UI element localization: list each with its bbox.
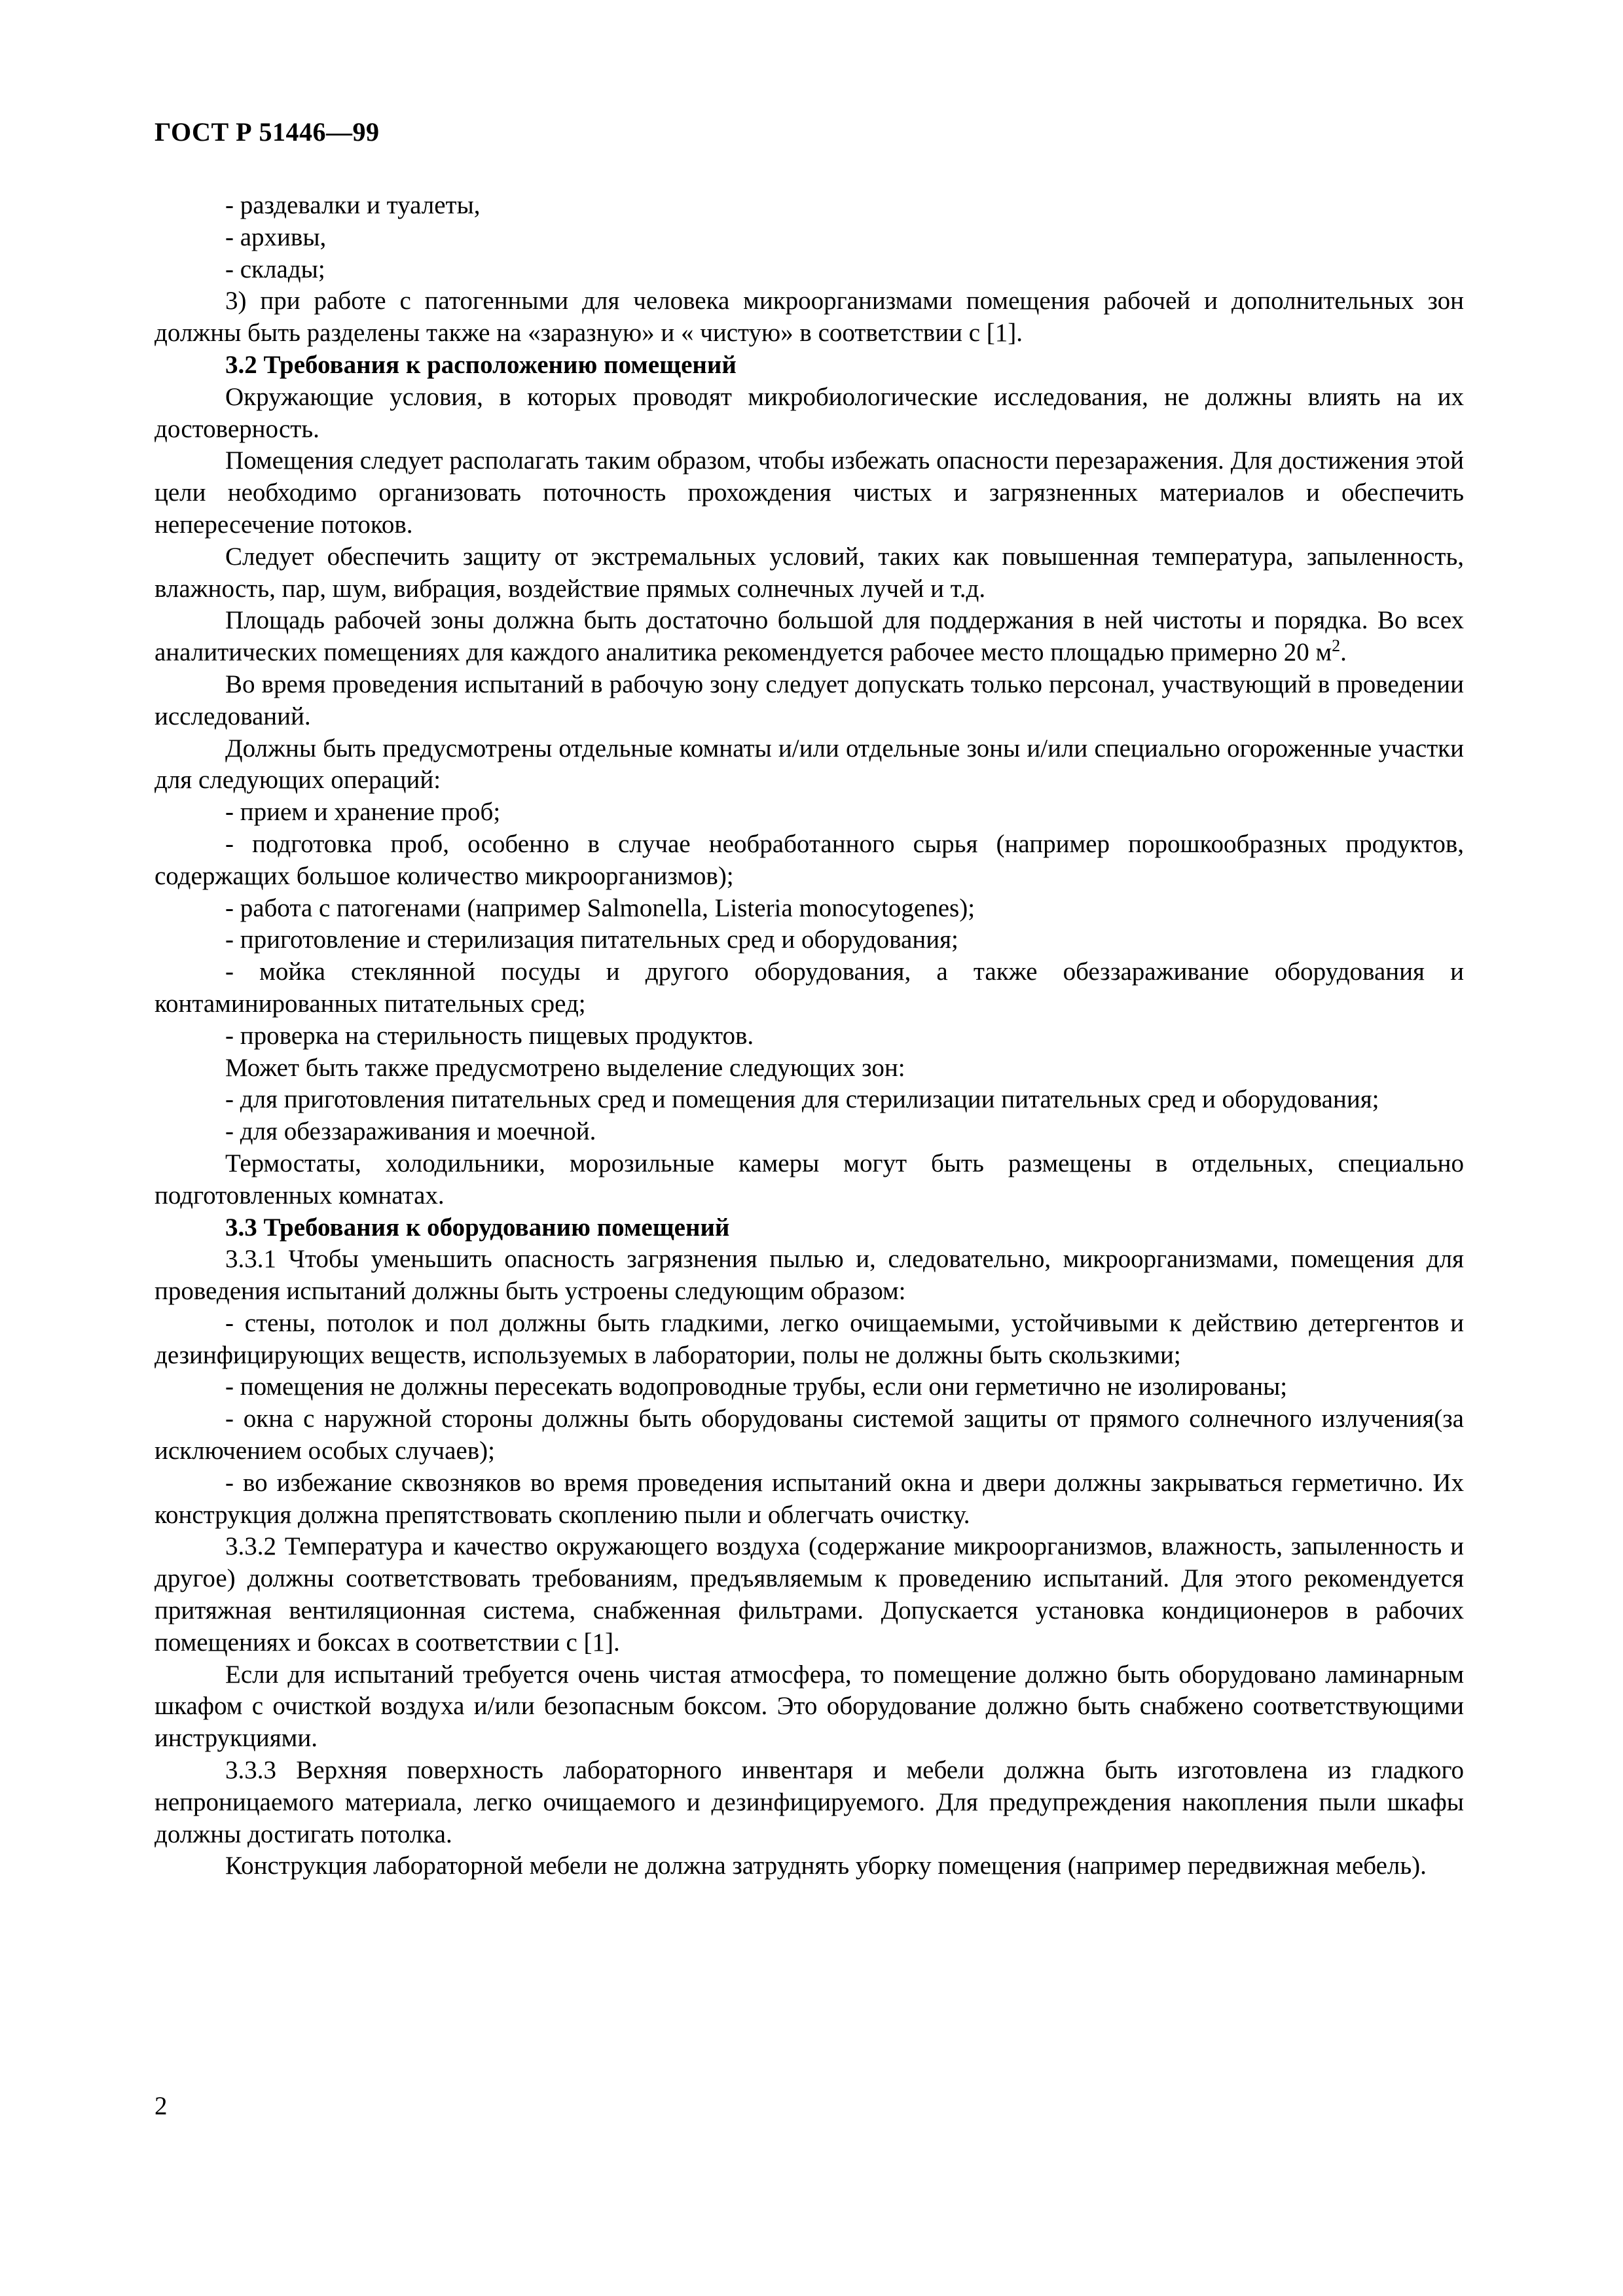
- paragraph-text: - для обеззараживания и моечной.: [225, 1117, 596, 1146]
- superscript: 2: [1332, 636, 1341, 656]
- paragraph-text: Площадь рабочей зоны должна быть достаточно большой для поддержания в ней чистоты и порядка. Во всех аналитических помещениях для каждого аналитика рекомендуется рабочее место площадью примерно 20 м: [155, 606, 1464, 667]
- paragraph-text: - во избежание сквозняков во время проведения испытаний окна и двери должны закрываться герметично. Их конструкция должна препятствовать скоплению пыли и облегчать очистку.: [155, 1468, 1464, 1529]
- paragraph-text: 3.3 Требования к оборудованию помещений: [225, 1213, 730, 1242]
- paragraph: [155, 669, 1464, 733]
- list-item: [155, 829, 1464, 893]
- paragraph-text: 3.2 Требования к расположению помещений: [225, 350, 737, 379]
- document-header: ГОСТ Р 51446—99: [155, 117, 380, 147]
- paragraph-text: Термостаты, холодильники, морозильные камеры могут быть размещены в отдельных, специально подготовленных комнатах.: [155, 1149, 1464, 1210]
- list-item: [155, 222, 1464, 254]
- paragraph-text: - работа с патогенами (например Salmonella, Listeria monocytogenes);: [225, 893, 976, 922]
- paragraph-text: Окружающие условия, в которых проводят микробиологические исследования, не должны влиять на их достоверность.: [155, 382, 1464, 443]
- paragraph: [155, 1148, 1464, 1212]
- document-body: [155, 190, 1464, 1882]
- list-item: [155, 1116, 1464, 1148]
- paragraph-text: Следует обеспечить защиту от экстремальных условий, таких как повышенная температура, запыленность, влажность, пар, шум, вибрация, воздействие прямых солнечных лучей и т.д.: [155, 542, 1464, 603]
- paragraph-text: - проверка на стерильность пищевых продуктов.: [225, 1021, 754, 1050]
- paragraph: [155, 1850, 1464, 1882]
- page-number: 2: [155, 2092, 168, 2120]
- list-item: [155, 1308, 1464, 1372]
- section-heading: [155, 1212, 1464, 1244]
- paragraph-text: - окна с наружной стороны должны быть оборудованы системой защиты от прямого солнечного излучения(за исключением особых случаев);: [155, 1405, 1464, 1465]
- paragraph-tail: .: [1340, 638, 1347, 667]
- paragraph-text: - раздевалки и туалеты,: [225, 191, 481, 219]
- list-item: [155, 893, 1464, 925]
- list-item: [155, 1371, 1464, 1403]
- paragraph-text: - приготовление и стерилизация питательных сред и оборудования;: [225, 925, 958, 954]
- paragraph: [155, 1531, 1464, 1659]
- paragraph: [155, 541, 1464, 605]
- list-item: [155, 1020, 1464, 1052]
- list-item: [155, 956, 1464, 1020]
- section-heading: [155, 350, 1464, 382]
- list-item: [155, 190, 1464, 222]
- paragraph-text: Должны быть предусмотрены отдельные комнаты и/или отдельные зоны и/или специально огороженные участки для следующих операций:: [155, 734, 1464, 795]
- paragraph-text: - прием и хранение проб;: [225, 798, 501, 827]
- paragraph-text: - мойка стеклянной посуды и другого оборудования, а также обеззараживание оборудования и контаминированных питательных сред;: [155, 958, 1464, 1018]
- paragraph-text: - для приготовления питательных сред и помещения для стерилизации питательных сред и оборудования;: [225, 1085, 1379, 1114]
- paragraph-text: - помещения не должны пересекать водопроводные трубы, если они герметично не изолированы;: [225, 1372, 1288, 1401]
- paragraph-text: 3.3.2 Температура и качество окружающего воздуха (содержание микроорганизмов, влажность, запыленность и другое) должны соответствовать требованиям, предъявляемым к проведению испытаний. Для этого рекомендуется притяжная вентиляционная система, снабженная фильтрами. Допускается установка кондиционеров в рабочих помещениях и боксах в соответствии с [1].: [155, 1532, 1464, 1657]
- paragraph: [155, 445, 1464, 541]
- paragraph-text: - архивы,: [225, 223, 327, 251]
- paragraph: [155, 285, 1464, 350]
- paragraph: [155, 1755, 1464, 1850]
- list-item: [155, 254, 1464, 286]
- list-item: [155, 1467, 1464, 1532]
- paragraph-text: 3.3.1 Чтобы уменьшить опасность загрязнения пылью и, следовательно, микроорганизмами, помещения для проведения испытаний должны быть устроены следующим образом:: [155, 1245, 1464, 1306]
- list-item: [155, 797, 1464, 829]
- paragraph-text: Конструкция лабораторной мебели не должна затруднять уборку помещения (например передвижная мебель).: [225, 1852, 1427, 1880]
- paragraph: [155, 733, 1464, 797]
- paragraph-text: Если для испытаний требуется очень чистая атмосфера, то помещение должно быть оборудовано ламинарным шкафом с очисткой воздуха и/или безопасным боксом. Это оборудование должно быть снабжено соответствующими инструкциями.: [155, 1660, 1464, 1753]
- paragraph-text: Во время проведения испытаний в рабочую зону следует допускать только персонал, участвующий в проведении исследований.: [155, 670, 1464, 730]
- paragraph-text: 3) при работе с патогенными для человека микроорганизмами помещения рабочей и дополнительных зон должны быть разделены также на «заразную» и « чистую» в соответствии с [1].: [155, 287, 1464, 348]
- list-item: [155, 1403, 1464, 1467]
- paragraph-text: Может быть также предусмотрено выделение следующих зон:: [225, 1053, 905, 1082]
- paragraph-text: - склады;: [225, 255, 325, 283]
- paragraph-text: Помещения следует располагать таким образом, чтобы избежать опасности перезаражения. Для достижения этой цели необходимо организовать поточность прохождения чистых и загрязненных материалов и обеспечить непересечение потоков.: [155, 446, 1464, 539]
- paragraph-text: - подготовка проб, особенно в случае необработанного сырья (например порошкообразных продуктов, содержащих большое количество микроорганизмов);: [155, 829, 1464, 890]
- list-item: [155, 924, 1464, 956]
- paragraph: [155, 1244, 1464, 1308]
- paragraph-text: - стены, потолок и пол должны быть гладкими, легко очищаемыми, устойчивыми к действию детергентов и дезинфицирующих веществ, используемых в лаборатории, полы не должны быть скользкими;: [155, 1308, 1464, 1369]
- paragraph: [155, 382, 1464, 446]
- paragraph: [155, 605, 1464, 669]
- paragraph-text: 3.3.3 Верхняя поверхность лабораторного инвентаря и мебели должна быть изготовлена из гладкого непроницаемого материала, легко очищаемого и дезинфицируемого. Для предупреждения накопления пыли шкафы должны достигать потолка.: [155, 1756, 1464, 1848]
- paragraph: [155, 1659, 1464, 1755]
- paragraph: [155, 1052, 1464, 1085]
- list-item: [155, 1084, 1464, 1116]
